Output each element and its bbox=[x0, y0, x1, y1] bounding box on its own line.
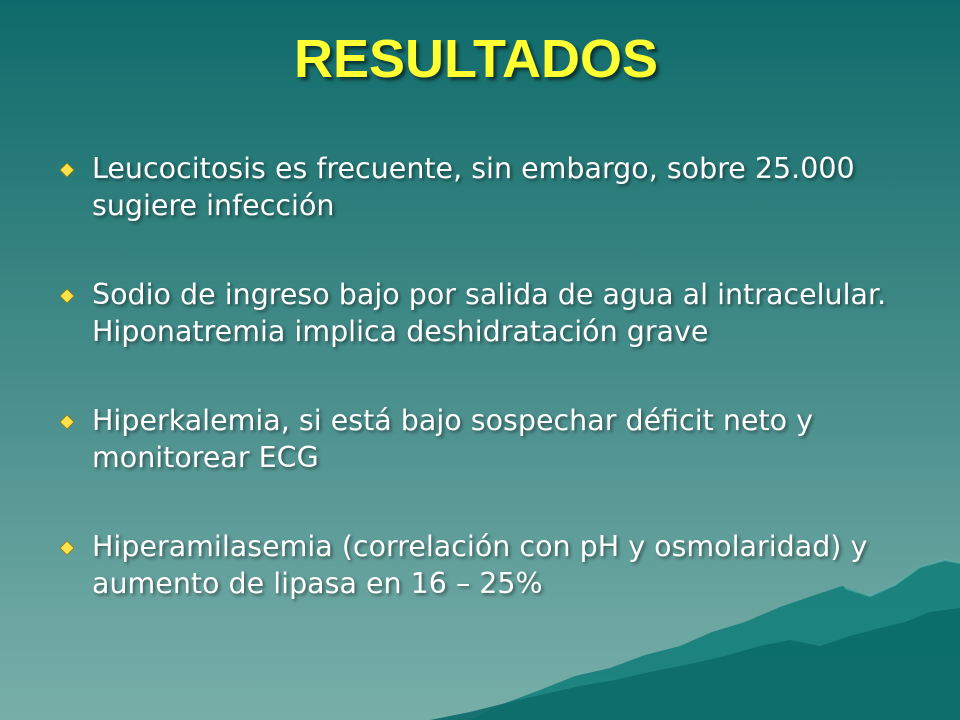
bullet-item-sodio bbox=[58, 276, 908, 350]
diamond-bullet-icon bbox=[60, 163, 74, 177]
bullet-text: Sodio de ingreso bajo por salida de agua al intracelular. Hiponatremia implica deshidratación grave bbox=[92, 278, 887, 348]
diamond-bullet-icon bbox=[60, 541, 74, 555]
bullet-item-leucocitosis bbox=[58, 150, 908, 224]
diamond-bullet-icon bbox=[60, 415, 74, 429]
bullet-text: Hiperkalemia, si está bajo sospechar déficit neto y monitorear ECG bbox=[92, 404, 814, 474]
bullet-item-hiperkalemia bbox=[58, 402, 908, 476]
bullet-item-hiperamilasemia bbox=[58, 528, 908, 602]
bullet-list bbox=[58, 150, 908, 654]
bullet-text: Leucocitosis es frecuente, sin embargo, sobre 25.000 sugiere infección bbox=[92, 152, 855, 222]
bullet-text: Hiperamilasemia (correlación con pH y osmolaridad) y aumento de lipasa en 16 – 25% bbox=[92, 530, 868, 600]
diamond-bullet-icon bbox=[60, 289, 74, 303]
slide-title: RESULTADOS bbox=[294, 29, 658, 89]
